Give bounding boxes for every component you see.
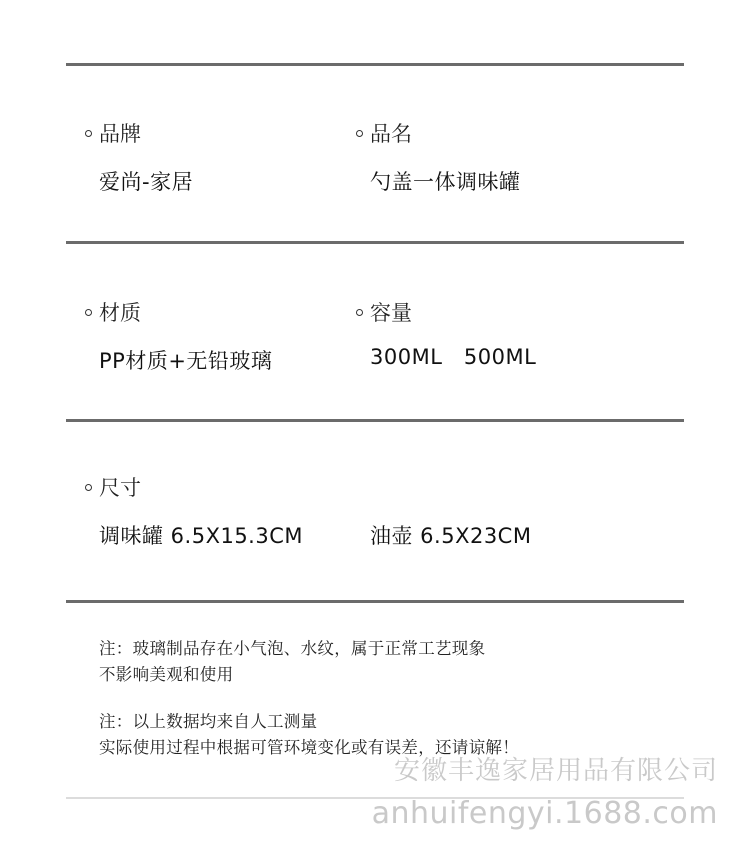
brand-label bbox=[85, 118, 141, 148]
brand-value: 爱尚-家居 bbox=[99, 170, 194, 194]
divider-3 bbox=[66, 600, 684, 603]
capacity-label-text: 容量 bbox=[370, 301, 412, 325]
note-glass-line-1: 注：玻璃制品存在小气泡、水纹，属于正常工艺现象 bbox=[99, 639, 486, 658]
note-measurement-line-2: 实际使用过程中根据可管环境变化或有误差，还请谅解！ bbox=[99, 738, 519, 757]
bullet-circle-icon bbox=[85, 309, 92, 316]
capacity-value: 300ML 500ML bbox=[370, 345, 537, 369]
watermark-url: anhuifengyi.1688.com bbox=[371, 796, 718, 831]
size-value-oil-pot: 油壶 6.5X23CM bbox=[370, 524, 532, 548]
note-measurement-line-1: 注：以上数据均来自人工测量 bbox=[99, 712, 318, 731]
bullet-circle-icon bbox=[85, 484, 92, 491]
capacity-label bbox=[356, 297, 412, 327]
material-label-text: 材质 bbox=[99, 301, 141, 325]
material-label bbox=[85, 297, 141, 327]
brand-label-text: 品牌 bbox=[99, 122, 141, 146]
size-value-jar: 调味罐 6.5X15.3CM bbox=[99, 524, 303, 548]
material-value: PP材质+无铅玻璃 bbox=[99, 349, 273, 373]
bullet-circle-icon bbox=[356, 309, 363, 316]
bullet-circle-icon bbox=[85, 130, 92, 137]
size-label-text: 尺寸 bbox=[99, 476, 141, 500]
size-label bbox=[85, 472, 141, 502]
watermark-shop-name: 安徽丰逸家居用品有限公司 bbox=[393, 756, 718, 786]
product-name-label-text: 品名 bbox=[370, 122, 412, 146]
note-glass bbox=[99, 636, 485, 688]
divider-1 bbox=[66, 241, 684, 244]
bullet-circle-icon bbox=[356, 130, 363, 137]
top-divider bbox=[66, 63, 684, 66]
product-name-label bbox=[356, 118, 412, 148]
note-glass-line-2: 不影响美观和使用 bbox=[99, 665, 234, 684]
divider-2 bbox=[66, 419, 684, 422]
product-name-value: 勺盖一体调味罐 bbox=[370, 170, 521, 194]
